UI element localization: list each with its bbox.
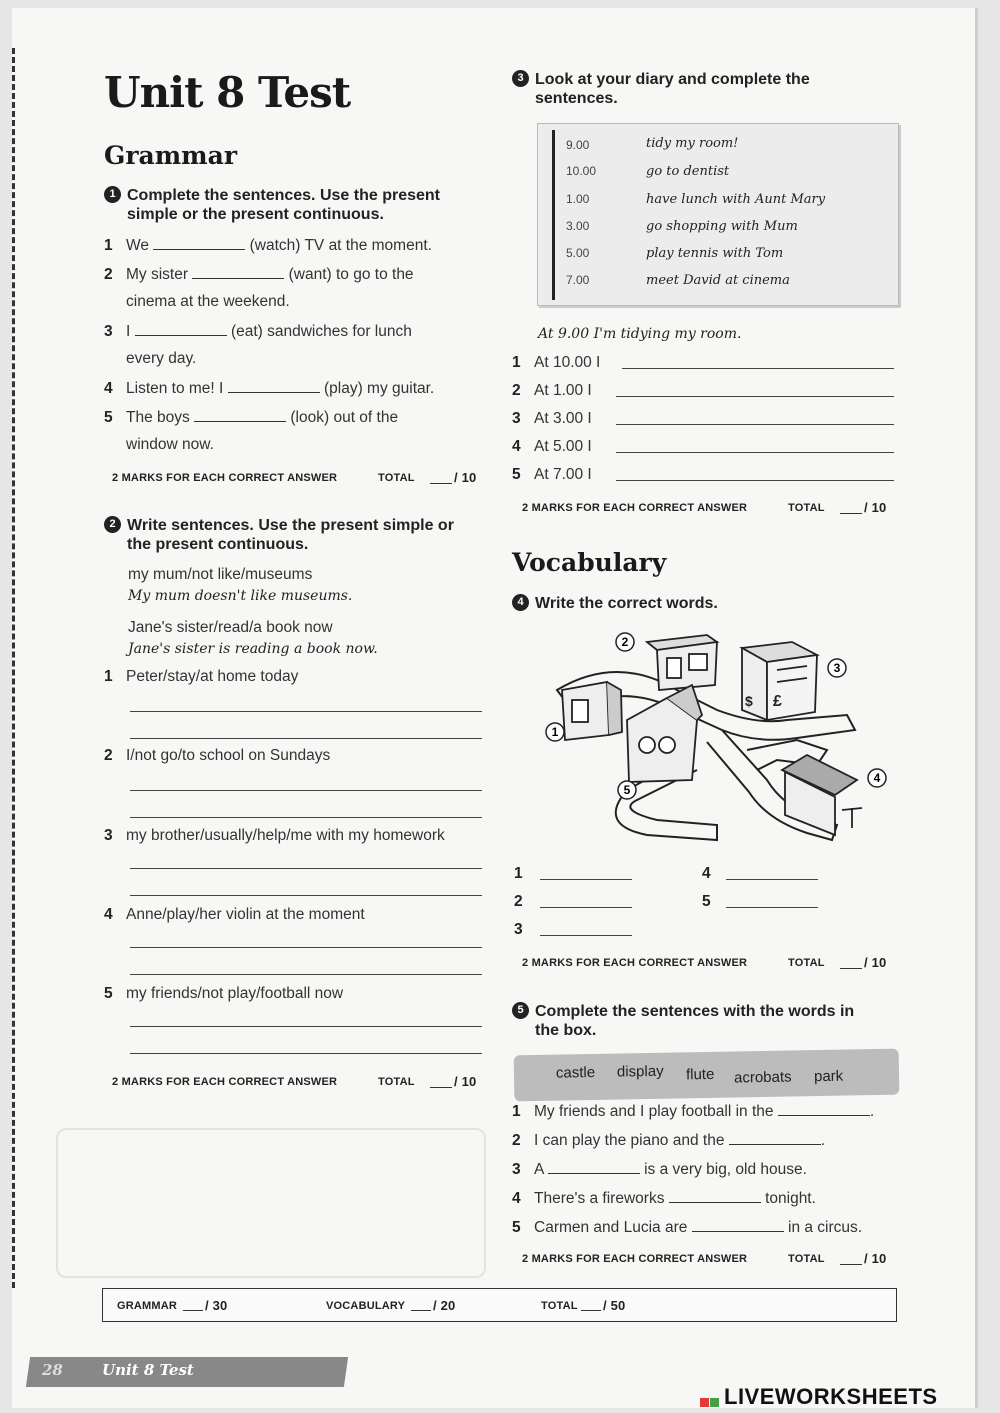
liveworksheets-logo — [700, 1384, 938, 1410]
ex2-item-2: 2 I/not go/to school on Sundays — [104, 747, 331, 764]
ex3-answer-line[interactable] — [616, 396, 894, 397]
ex3-item-1: 1 At 10.00 I — [512, 354, 601, 371]
ex2-answer-line[interactable] — [130, 1026, 482, 1027]
ex2-total-blank[interactable] — [430, 1087, 452, 1088]
ex2-example2-prompt: Jane's sister/read/a book now — [128, 619, 333, 636]
ex4-answer-4: 4 — [702, 865, 711, 882]
grand-total-value: / 50 — [603, 1298, 626, 1313]
ex1-total-label: TOTAL — [378, 472, 415, 484]
ex4-answer-3: 3 — [514, 921, 523, 938]
vocabulary-total-label: VOCABULARY — [326, 1300, 406, 1312]
diary-time: 10.00 — [566, 164, 597, 178]
ex4-blank[interactable] — [540, 935, 632, 936]
ex5-item-2: 2 I can play the piano and the . — [512, 1132, 826, 1149]
vocabulary-heading: Vocabulary — [512, 548, 667, 577]
ex3-answer-line[interactable] — [622, 368, 894, 369]
ex3-instruction: 3 Look at your diary and complete the sentences. — [512, 70, 892, 108]
pound-sign: £ — [773, 693, 782, 710]
ex5-total-label: TOTAL — [788, 1253, 825, 1265]
ex2-example2-answer: Jane's sister is reading a book now. — [128, 641, 378, 657]
ex4-number: 4 — [512, 594, 529, 611]
ex1-item-1: 1 We (watch) TV at the moment. — [104, 237, 432, 254]
ex4-total-label: TOTAL — [788, 957, 825, 969]
ex5-instruction: 5 Complete the sentences with the words in the box. — [512, 1002, 892, 1040]
word-flute: flute — [685, 1065, 715, 1084]
ex1-item-5: 5 The boys (look) out of the window now. — [104, 409, 399, 453]
ex2-item-1: 1 Peter/stay/at home today — [104, 668, 299, 685]
map-label: 5 — [623, 783, 631, 797]
page-number: 28 — [42, 1361, 63, 1379]
grand-total-label: TOTAL — [541, 1300, 578, 1312]
word-display: display — [616, 1062, 664, 1081]
diary-activity: go to dentist — [646, 164, 730, 179]
ex3-example: At 9.00 I'm tidying my room. — [538, 326, 742, 342]
totals-bar — [102, 1288, 897, 1322]
ex5-blank-5[interactable] — [692, 1218, 784, 1232]
ex1-total-value: / 10 — [454, 470, 477, 485]
ex5-total-value: / 10 — [864, 1251, 887, 1266]
building-5 — [627, 685, 702, 782]
ex2-answer-line[interactable] — [130, 738, 482, 739]
diary-card — [537, 123, 899, 306]
ex2-total-value: / 10 — [454, 1074, 477, 1089]
ghost-bleedthrough-box — [56, 1128, 486, 1278]
ex5-total-blank[interactable] — [840, 1264, 862, 1265]
ex3-total-label: TOTAL — [788, 502, 825, 514]
diary-activity: have lunch with Aunt Mary — [646, 192, 826, 207]
ex2-answer-line[interactable] — [130, 895, 482, 896]
map-label: 3 — [833, 661, 841, 675]
grand-total-blank[interactable] — [581, 1310, 601, 1311]
ex1-instruction: 1 Complete the sentences. Use the present simple or the present continuous. — [104, 186, 484, 224]
vocabulary-total-blank[interactable] — [411, 1310, 431, 1311]
grammar-total-value: / 30 — [205, 1298, 228, 1313]
ex4-instruction: 4 Write the correct words. — [512, 594, 718, 613]
ex2-answer-line[interactable] — [130, 711, 482, 712]
map-label: 4 — [873, 771, 881, 785]
ex2-example1-prompt: my mum/not like/museums — [128, 566, 313, 583]
ex3-answer-line[interactable] — [616, 480, 894, 481]
ex5-item-3: 3 A is a very big, old house. — [512, 1161, 807, 1178]
ex1-total-blank[interactable] — [430, 483, 452, 484]
ex5-number: 5 — [512, 1002, 529, 1019]
map-label: 1 — [551, 725, 559, 739]
ex2-instruction: 2 Write sentences. Use the present simple or the present continuous. — [104, 516, 484, 554]
ex2-answer-line[interactable] — [130, 947, 482, 948]
worksheet-page — [12, 8, 978, 1408]
diary-time: 5.00 — [566, 246, 590, 260]
ex2-item-5: 5 my friends/not play/football now — [104, 985, 344, 1002]
ex2-marks: 2 MARKS FOR EACH CORRECT ANSWER — [112, 1076, 338, 1088]
ex1-item-3: 3 I (eat) sandwiches for lunch every day. — [104, 323, 412, 367]
map-label: 2 — [621, 635, 629, 649]
ex4-blank[interactable] — [540, 879, 632, 880]
ex2-answer-line[interactable] — [130, 790, 482, 791]
grammar-heading: Grammar — [104, 141, 237, 170]
diary-time: 3.00 — [566, 219, 590, 233]
ex3-item-4: 4 At 5.00 I — [512, 438, 592, 455]
ex1-number: 1 — [104, 186, 121, 203]
ex5-marks: 2 MARKS FOR EACH CORRECT ANSWER — [522, 1253, 748, 1265]
brand-text: LIVEWORKSHEETS — [724, 1384, 938, 1409]
ex2-total-label: TOTAL — [378, 1076, 415, 1088]
ex3-item-5: 5 At 7.00 I — [512, 466, 592, 483]
ex1-blank-1[interactable] — [153, 236, 245, 250]
ex3-item-3: 3 At 3.00 I — [512, 410, 592, 427]
ex2-answer-line[interactable] — [130, 1053, 482, 1054]
building-2 — [647, 635, 717, 690]
page-title: Unit 8 Test — [104, 68, 351, 117]
ex2-example1-answer: My mum doesn't like museums. — [128, 588, 353, 604]
grammar-total-blank[interactable] — [183, 1310, 203, 1311]
footer-title: Unit 8 Test — [102, 1361, 194, 1379]
ex4-marks: 2 MARKS FOR EACH CORRECT ANSWER — [522, 957, 748, 969]
ex1-blank-5[interactable] — [194, 408, 286, 422]
diary-activity: play tennis with Tom — [646, 246, 784, 261]
ex5-item-1: 1 My friends and I play football in the . — [512, 1103, 875, 1120]
ex1-blank-3[interactable] — [135, 322, 227, 336]
ex4-total-value: / 10 — [864, 955, 887, 970]
ex4-blank[interactable] — [726, 879, 818, 880]
ex2-answer-line[interactable] — [130, 817, 482, 818]
ex1-blank-2[interactable] — [192, 265, 284, 279]
ex1-blank-4[interactable] — [228, 379, 320, 393]
diary-activity: tidy my room! — [646, 136, 739, 151]
ex4-total-blank[interactable] — [840, 968, 862, 969]
diary-time: 7.00 — [566, 273, 590, 287]
ex3-marks: 2 MARKS FOR EACH CORRECT ANSWER — [522, 502, 748, 514]
ex2-item-3: 3 my brother/usually/help/me with my homework — [104, 827, 445, 844]
dollar-sign: $ — [745, 693, 753, 709]
word-box — [514, 1049, 900, 1102]
ex3-total-blank[interactable] — [840, 513, 862, 514]
ex3-total-value: / 10 — [864, 500, 887, 515]
vocabulary-total-value: / 20 — [433, 1298, 456, 1313]
diary-activity: go shopping with Mum — [646, 219, 798, 234]
liveworksheets-icon — [700, 1388, 720, 1408]
diary-spine — [552, 130, 555, 300]
ex5-blank-1[interactable] — [778, 1102, 870, 1116]
ex3-answer-line[interactable] — [616, 452, 894, 453]
ex4-answer-1: 1 — [514, 865, 523, 882]
ex5-item-4: 4 There's a fireworks tonight. — [512, 1190, 816, 1207]
ex5-blank-3[interactable] — [548, 1160, 640, 1174]
binding-holes — [12, 48, 18, 1288]
grammar-total-label: GRAMMAR — [117, 1300, 178, 1312]
ex1-marks: 2 MARKS FOR EACH CORRECT ANSWER — [112, 472, 338, 484]
ex2-answer-line[interactable] — [130, 868, 482, 869]
ex2-answer-line[interactable] — [130, 974, 482, 975]
ex1-item-2: 2 My sister (want) to go to the cinema at the weekend. — [104, 266, 414, 310]
building-1 — [562, 682, 622, 740]
ex1-item-4: 4 Listen to me! I (play) my guitar. — [104, 380, 435, 397]
ex2-number: 2 — [104, 516, 121, 533]
ex3-answer-line[interactable] — [616, 424, 894, 425]
ex4-answer-5: 5 — [702, 893, 711, 910]
word-castle: castle — [555, 1063, 596, 1082]
ex5-blank-4[interactable] — [669, 1189, 761, 1203]
diary-time: 1.00 — [566, 192, 590, 206]
building-4 — [782, 755, 862, 835]
ex3-item-2: 2 At 1.00 I — [512, 382, 592, 399]
ex3-number: 3 — [512, 70, 529, 87]
town-map-illustration — [517, 620, 897, 860]
ex5-item-5: 5 Carmen and Lucia are in a circus. — [512, 1219, 863, 1236]
ex4-blank[interactable] — [726, 907, 818, 908]
ex2-item-4: 4 Anne/play/her violin at the moment — [104, 906, 365, 923]
diary-activity: meet David at cinema — [646, 273, 790, 288]
word-park: park — [813, 1067, 844, 1086]
ex4-answer-2: 2 — [514, 893, 523, 910]
word-acrobats: acrobats — [733, 1068, 792, 1087]
diary-time: 9.00 — [566, 138, 590, 152]
ex4-blank[interactable] — [540, 907, 632, 908]
ex5-blank-2[interactable] — [729, 1131, 821, 1145]
